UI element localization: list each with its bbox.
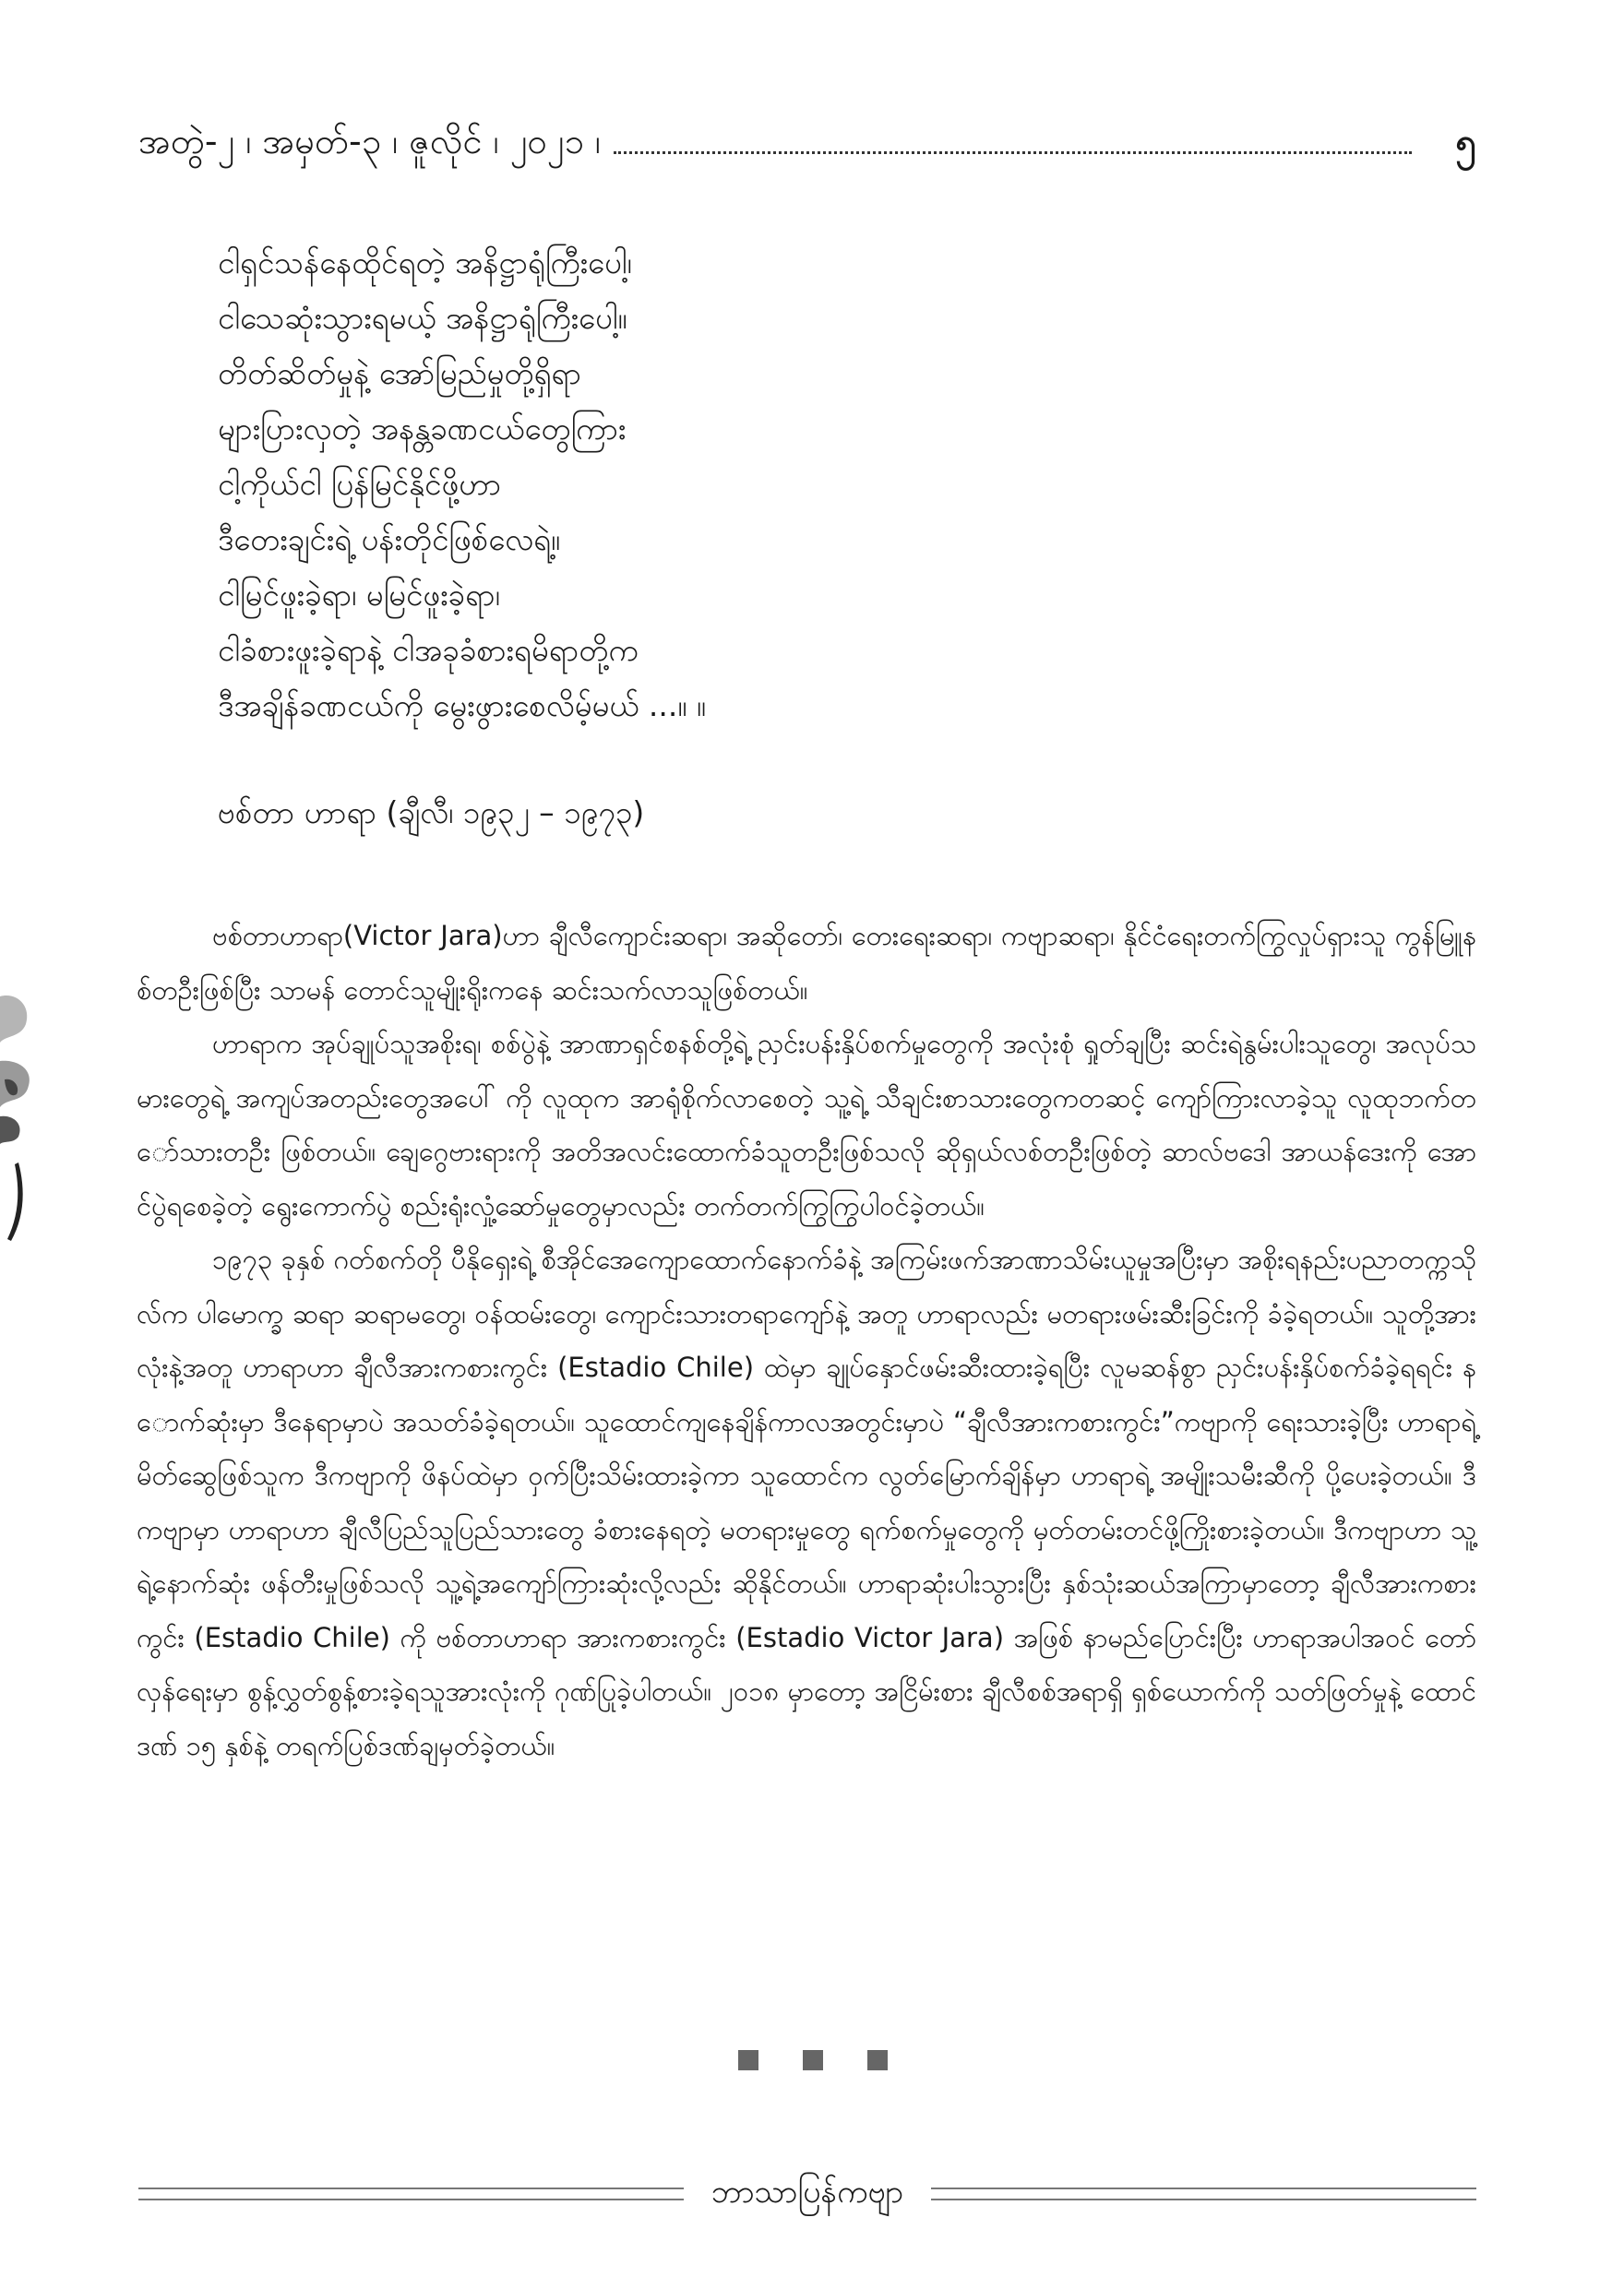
running-title: အတွဲ-၂ ၊ အမှတ်-၃ ၊ ဇူလိုင် ၊ ၂၀၂၁ ၊ bbox=[138, 121, 601, 161]
poem-line: ငါ့ကိုယ်ငါ ပြန်မြင်နိုင်ဖို့ဟာ bbox=[218, 466, 502, 502]
poem-line: ငါရှင်သန်နေထိုင်ရတဲ့ အနိဋ္ဌာရုံကြီးပေါ့၊ bbox=[218, 244, 632, 280]
header-dotted-rule bbox=[614, 151, 1412, 154]
ornament-square bbox=[738, 2050, 758, 2070]
ornament-square bbox=[867, 2050, 888, 2070]
section-end-ornament bbox=[738, 2050, 888, 2070]
paragraph: ၁၉၇၃ ခုနှစ် ဂတ်စက်တို ပီနိုရှေးရဲ့ စီအိုင်အေကျောထောက်နောက်ခံနဲ့ အကြမ်းဖက်အာဏာသိမ်းယူမှုအပြီးမှာ အစိုးရနည်းပညာတက္ကသိုလ်က ပါမောက္ခ ဆရာ ဆရာမတွေ၊ ဝန်ထမ်းတွေ၊ ကျောင်းသားတရာကျော်နဲ့ အတူ ဟာရာလည်း မတရားဖမ်းဆီးခြင်းကို ခံခဲ့ရတယ်။ သူတို့အားလုံးနဲ့အတူ ဟာရာဟာ ချီလီအားကစားကွင်း (Estadio Chile) ထဲမှာ ချုပ်နှောင်ဖမ်းဆီးထားခဲ့ရပြီး လူမဆန်စွာ ညှင်းပန်းနှိပ်စက်ခံခဲ့ရရင်း နောက်ဆုံးမှာ ဒီနေရာမှာပဲ အသတ်ခံခဲ့ရတယ်။ သူထောင်ကျနေချိန်ကာလအတွင်းမှာပဲ “ချီလီအားကစားကွင်း”ကဗျာကို ရေးသားခဲ့ပြီး ဟာရာရဲ့မိတ်ဆွေဖြစ်သူက ဒီကဗျာကို ဖိနပ်ထဲမှာ ဝှက်ပြီးသိမ်းထားခဲ့ကာ သူထောင်က လွတ်မြောက်ချိန်မှာ ဟာရာရဲ့ အမျိုးသမီးဆီကို ပို့ပေးခဲ့တယ်။ ဒီကဗျာမှာ ဟာရာဟာ ချီလီပြည်သူပြည်သားတွေ ခံစားနေရတဲ့ မတရားမှုတွေ ရက်စက်မှုတွေကို မှတ်တမ်းတင်ဖို့ကြိုးစားခဲ့တယ်။ ဒီကဗျာဟာ သူ့ရဲ့နောက်ဆုံး ဖန်တီးမှုဖြစ်သလို သူ့ရဲ့အကျော်ကြားဆုံးလို့လည်း ဆိုနိုင်တယ်။ ဟာရာဆုံးပါးသွားပြီး နှစ်သုံးဆယ်အကြာမှာတော့ ချီလီအားကစားကွင်း (Estadio Chile) ကို ဗစ်တာဟာရာ အားကစားကွင်း (Estadio Victor Jara) အဖြစ် နာမည်ပြောင်းပြီး ဟာရာအပါအဝင် တော်လှန်ရေးမှာ စွန့်လွှတ်စွန့်စားခဲ့ရသူအားလုံးကို ဂုဏ်ပြုခဲ့ပါတယ်။ ၂၀၁၈ မှာတော့ အငြိမ်းစား ချီလီစစ်အရာရှိ ရှစ်ယောက်ကို သတ်ဖြတ်မှုနဲ့ ထောင်ဒဏ် ၁၅ နှစ်နဲ့ တရက်ပြစ်ဒဏ်ချမှတ်ခဲ့တယ်။ bbox=[137, 1244, 1476, 1761]
poem-line: တိတ်ဆိတ်မှုနဲ့ အော်မြည်မှုတို့ရှိရာ bbox=[218, 355, 581, 391]
poem-line: ငါမြင်ဖူးခဲ့ရာ၊ မမြင်ဖူးခဲ့ရာ၊ bbox=[218, 577, 500, 613]
margin-decoration-graphic bbox=[0, 978, 46, 1255]
running-footer bbox=[138, 2166, 1476, 2222]
poem-line: ဒီတေးချင်းရဲ့ ပန်းတိုင်ဖြစ်လေရဲ့။ bbox=[218, 521, 561, 557]
poem-line: ငါသေဆုံးသွားရမယ့် အနိဋ္ဌာရုံကြီးပေါ့။ bbox=[218, 300, 627, 336]
poem-line: ငါခံစားဖူးခဲ့ရာနဲ့ ငါအခုခံစားရမိရာတို့က bbox=[218, 632, 639, 668]
running-header bbox=[138, 113, 1476, 177]
footer-rule-right bbox=[931, 2188, 1476, 2200]
paragraph: ဟာရာက အုပ်ချုပ်သူအစိုးရ၊ စစ်ပွဲနဲ့ အာဏာရှင်စနစ်တို့ရဲ့ ညှင်းပန်းနှိပ်စက်မှုတွေကို အလုံးစုံ ရှုတ်ချပြီး ဆင်းရဲနွမ်းပါးသူတွေ၊ အလုပ်သမားတွေရဲ့ အကျပ်အတည်းတွေအပေါ် ကို လူထုက အာရုံစိုက်လာစေတဲ့ သူ့ရဲ့ သီချင်းစာသားတွေကတဆင့် ကျော်ကြားလာခဲ့သူ လူထုဘက်တော်သားတဦး ဖြစ်တယ်။ ချေဂွေဗားရားကို အတိအလင်းထောက်ခံသူတဦးဖြစ်သလို ဆိုရှယ်လစ်တဦးဖြစ်တဲ့ ဆာလ်ဗဒေါ အာယန်ဒေးကို အောင်ပွဲရစေခဲ့တဲ့ ရွေးကောက်ပွဲ စည်းရုံးလှုံ့ဆော်မှုတွေမှာလည်း တက်တက်ကြွကြွပါဝင်ခဲ့တယ်။ bbox=[137, 1028, 1476, 1222]
biography-text bbox=[137, 909, 1476, 1772]
poem-line: များပြားလှတဲ့ အနန္တခဏငယ်တွေကြား bbox=[218, 411, 627, 447]
ornament-square bbox=[803, 2050, 823, 2070]
publication-title: ဘာသာပြန်ကဗျာ bbox=[710, 2173, 904, 2211]
paragraph: ဗစ်တာဟာရာ(Victor Jara)ဟာ ချီလီကျောင်းဆရာ၊ အဆိုတော်၊ တေးရေးဆရာ၊ ကဗျာဆရာ၊ နိုင်ငံရေးတက်ကြွလှုပ်ရှားသူ ကွန်မြူနစ်တဦးဖြစ်ပြီး သာမန် တောင်သူမျိုးရိုးကနေ ဆင်းသက်လာသူဖြစ်တယ်။ bbox=[137, 920, 1476, 1006]
page-number: ၅ bbox=[1455, 120, 1476, 163]
poem-stanza bbox=[218, 235, 1417, 733]
poem-line: ဒီအချိန်ခဏငယ်ကို မွေးဖွားစေလိမ့်မယ် ...။ ။ bbox=[218, 687, 706, 723]
footer-rule-left bbox=[138, 2188, 684, 2200]
poet-heading: ဗစ်တာ ဟာရာ (ချီလီ၊ ၁၉၃၂ – ၁၉၇၃) bbox=[218, 794, 645, 830]
